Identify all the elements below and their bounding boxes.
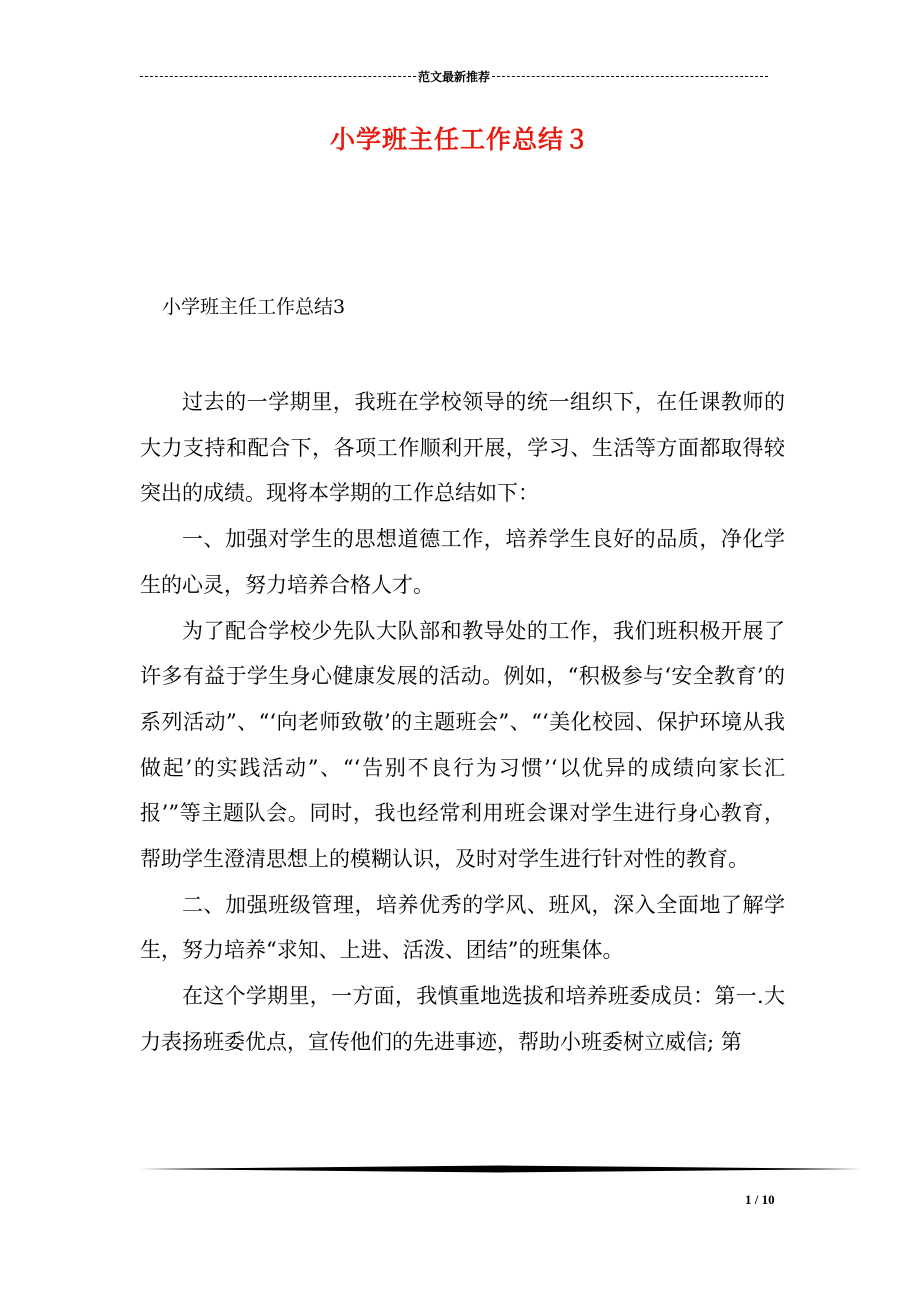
footer-rule [140,1165,862,1173]
paragraph: 在这个学期里，一方面，我慎重地选拔和培养班委成员：第一.大力表扬班委优点，宣传他们的先进事迹，帮助小班委树立威信; 第 [140,984,785,1054]
header-dash-right [492,76,768,77]
paragraph: 一、加强对学生的思想道德工作，培养学生良好的品质，净化学生的心灵，努力培养合格人才。 [140,527,785,597]
paragraph: 二、加强班级管理，培养优秀的学风、班风，深入全面地了解学生，努力培养“求知、上进、活泼、团结”的班集体。 [140,892,785,963]
header-label: 范文最新推荐 [418,69,491,84]
paragraph: 为了配合学校少先队大队部和教导处的工作，我们班积极开展了许多有益于学生身心健康发展的活动。例如，“积极参与‘安全教育’的系列活动”、“‘向老师致敬’的主题班会”、“‘美化校园、保护环境从我做起’的实践活动”、“‘告别不良行为习惯’‘以优异的成绩向家长汇报’”等主题队会。同时，我也经常利用班会课对学生进行身心教育，帮助学生澄清思想上的模糊认识，及时对学生进行针对性的教育。 [140,618,785,872]
header-dash-left [140,76,416,77]
document-title: 小学班主任工作总结３ [329,125,590,154]
paragraph: 过去的一学期里，我班在学校领导的统一组织下，在任课教师的大力支持和配合下，各项工作顺利开展，学习、生活等方面都取得较突出的成绩。现将本学期的工作总结如下： [140,390,785,506]
page-number: 1 / 10 [745,1192,775,1207]
document-body [140,380,785,1066]
document-subtitle: 小学班主任工作总结3 [162,296,346,318]
page-header [140,66,768,86]
